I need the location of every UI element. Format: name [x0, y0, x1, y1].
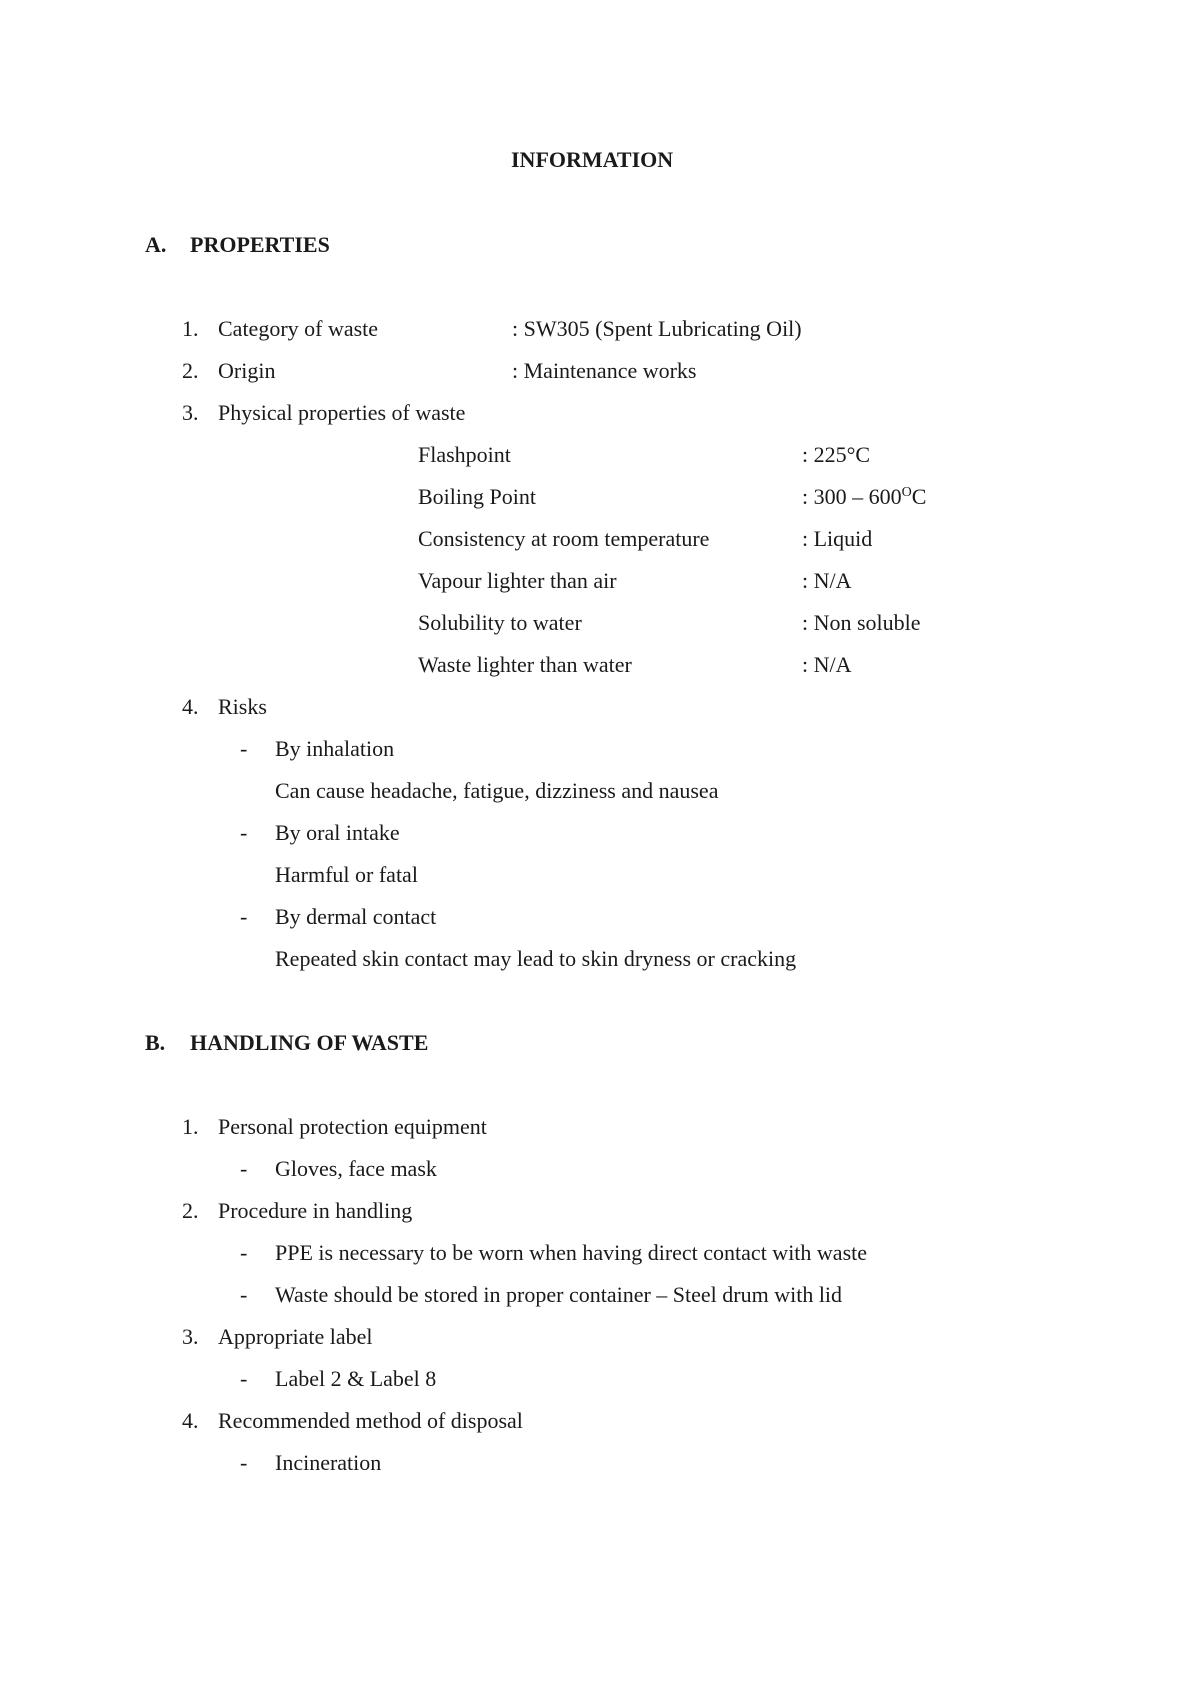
item-label: Procedure in handling — [218, 1198, 413, 1223]
property-label: Boiling Point — [418, 484, 536, 509]
property-label: Solubility to water — [418, 610, 582, 635]
bullet-text: PPE is necessary to be worn when having direct contact with waste — [275, 1240, 868, 1265]
item-label: Appropriate label — [218, 1324, 373, 1349]
page-title: INFORMATION — [511, 147, 674, 172]
item-label: Physical properties of waste — [218, 400, 466, 425]
property-value: : $300 - 600^OC$ — [802, 484, 927, 509]
item-number: 2. — [182, 1198, 199, 1223]
property-value: : N/A — [802, 652, 852, 677]
item-label: Recommended method of disposal — [218, 1408, 523, 1433]
risk-detail: Repeated skin contact may lead to skin dryness or cracking — [275, 946, 797, 971]
bullet-dash: - — [240, 1282, 248, 1307]
property-value: : Non soluble — [802, 610, 921, 635]
item-label: Category of waste — [218, 316, 379, 341]
section-b-letter: B. — [145, 1030, 166, 1055]
bullet-text: Waste should be stored in proper container – Steel drum with lid — [275, 1282, 843, 1307]
risk-heading: By dermal contact — [275, 904, 437, 929]
section-a-heading: PROPERTIES — [190, 232, 330, 257]
item-value: : Maintenance works — [512, 358, 697, 383]
property-label: Consistency at room temperature — [418, 526, 710, 551]
item-number: 1. — [182, 1114, 199, 1139]
item-value: : SW305 (Spent Lubricating Oil) — [512, 316, 802, 341]
property-value: : N/A — [802, 568, 852, 593]
risk-detail: Harmful or fatal — [275, 862, 418, 887]
property-value: : Liquid — [802, 526, 873, 551]
item-label: Origin — [218, 358, 276, 383]
risk-heading: By inhalation — [275, 736, 395, 761]
risk-heading: By oral intake — [275, 820, 400, 845]
bullet-text: Gloves, face mask — [275, 1156, 437, 1181]
bullet-text: Incineration — [275, 1450, 382, 1475]
section-a-letter: A. — [145, 232, 167, 257]
property-label: Flashpoint — [418, 442, 511, 467]
item-number: 2. — [182, 358, 199, 383]
property-label: Vapour lighter than air — [418, 568, 617, 593]
item-label: Personal protection equipment — [218, 1114, 487, 1139]
item-number: 4. — [182, 1408, 199, 1433]
item-number: 3. — [182, 400, 199, 425]
item-number: 4. — [182, 694, 199, 719]
risk-detail: Can cause headache, fatigue, dizziness and nausea — [275, 778, 719, 803]
bullet-dash: - — [240, 736, 248, 761]
bullet-dash: - — [240, 1366, 248, 1391]
bullet-dash: - — [240, 904, 248, 929]
bullet-dash: - — [240, 1156, 248, 1181]
bullet-dash: - — [240, 1240, 248, 1265]
property-label: Waste lighter than water — [418, 652, 632, 677]
bullet-text: Label 2 & Label 8 — [275, 1366, 437, 1391]
item-label: Risks — [218, 694, 267, 719]
item-number: 1. — [182, 316, 199, 341]
bullet-dash: - — [240, 1450, 248, 1475]
item-number: 3. — [182, 1324, 199, 1349]
property-value: : 225°C — [802, 442, 871, 467]
section-b-heading: HANDLING OF WASTE — [190, 1030, 429, 1055]
bullet-dash: - — [240, 820, 248, 845]
